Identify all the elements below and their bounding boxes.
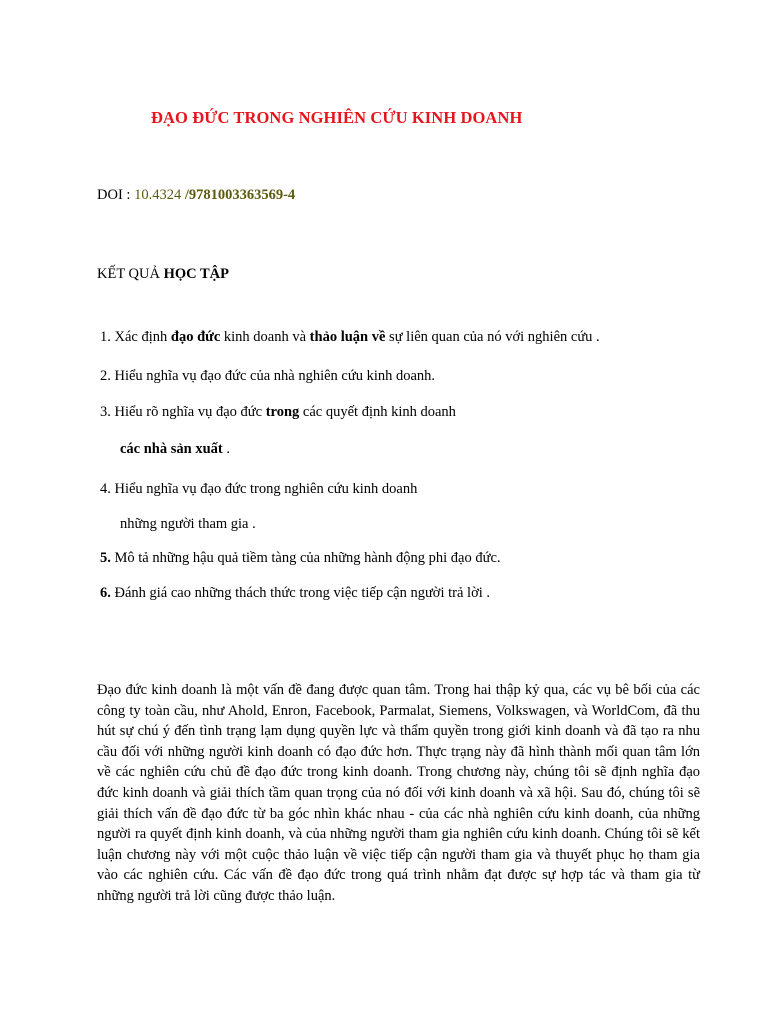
item-5-number: 5. xyxy=(100,550,111,566)
item-1-bold-a: đạo đức xyxy=(170,329,221,345)
item-4-text: 4. Hiểu nghĩa vụ đạo đức trong nghiên cứu kinh doanh xyxy=(100,481,418,497)
outcomes-heading-bold: HỌC TẬP xyxy=(163,266,229,282)
learning-outcomes-heading xyxy=(97,266,229,283)
outcome-item-2 xyxy=(100,368,435,385)
item-4-cont: những người tham gia . xyxy=(120,516,256,532)
outcome-item-3-continuation xyxy=(120,441,230,458)
item-5-text: Mô tả những hậu quả tiềm tàng của những hành động phi đạo đức. xyxy=(110,550,501,566)
doi-suffix[interactable]: /9781003363569-4 xyxy=(181,187,296,203)
doi-line xyxy=(97,187,295,204)
item-1-text: 1. Xác định xyxy=(100,329,171,345)
outcome-item-3 xyxy=(100,404,456,421)
item-6-text: Đánh giá cao những thách thức trong việc tiếp cận người trả lời . xyxy=(110,585,491,601)
outcome-item-4 xyxy=(100,481,417,498)
doi-prefix[interactable]: 10.4324 xyxy=(134,187,182,203)
item-1-text-c: sự liên quan của nó với nghiên cứu . xyxy=(385,329,600,345)
item-3-cont-bold: các nhà sản xuất xyxy=(120,441,223,457)
doi-label: DOI : xyxy=(97,187,135,203)
item-3-text-b: các quyết định kinh doanh xyxy=(299,404,456,420)
outcome-item-4-continuation xyxy=(120,516,256,533)
intro-paragraph: Đạo đức kinh doanh là một vấn đề đang được quan tâm. Trong hai thập kỷ qua, các vụ bê bối của các công ty toàn cầu, như Ahold, Enron, Facebook, Parmalat, Siemens, Volkswagen, và WorldCom, đã thu hút sự chú ý đến tình trạng lạm dụng quyền lực và thẩm quyền trong giới kinh doanh và đã tạo ra nhu cầu đối với những người kinh doanh có đạo đức hơn. Thực trạng này đã hình thành mối quan tâm lớn về các nghiên cứu chủ đề đạo đức trong kinh doanh. Trong chương này, chúng tôi sẽ định nghĩa đạo đức kinh doanh và giải thích tầm quan trọng của nó đối với kinh doanh và xã hội. Sau đó, chúng tôi sẽ giải thích vấn đề đạo đức từ ba góc nhìn khác nhau - của các nhà nghiên cứu kinh doanh, của những người ra quyết định kinh doanh, và của những người tham gia nghiên cứu kinh doanh. Chúng tôi sẽ kết luận chương này với một cuộc thảo luận về việc tiếp cận người tham gia và thuyết phục họ tham gia vào các nghiên cứu. Các vấn đề đạo đức trong quá trình nhằm đạt được sự hợp tác và tham gia từ những người trả lời cũng được thảo luận. xyxy=(97,682,700,904)
outcome-item-1 xyxy=(100,329,600,346)
item-2-text: 2. Hiểu nghĩa vụ đạo đức của nhà nghiên cứu kinh doanh. xyxy=(100,368,436,384)
item-1-text-b: kinh doanh và xyxy=(220,329,310,345)
item-3-bold: trong xyxy=(265,404,300,420)
outcomes-heading-normal: KẾT QUẢ xyxy=(97,266,164,282)
item-1-bold-b: thảo luận về xyxy=(309,329,386,345)
outcome-item-6 xyxy=(100,585,490,602)
document-title: ĐẠO ĐỨC TRONG NGHIÊN CỨU KINH DOANH xyxy=(151,108,523,127)
item-3-cont-rest: . xyxy=(222,441,230,457)
item-6-number: 6. xyxy=(100,585,111,601)
item-3-text: 3. Hiểu rõ nghĩa vụ đạo đức xyxy=(100,404,266,420)
outcome-item-5 xyxy=(100,550,501,567)
